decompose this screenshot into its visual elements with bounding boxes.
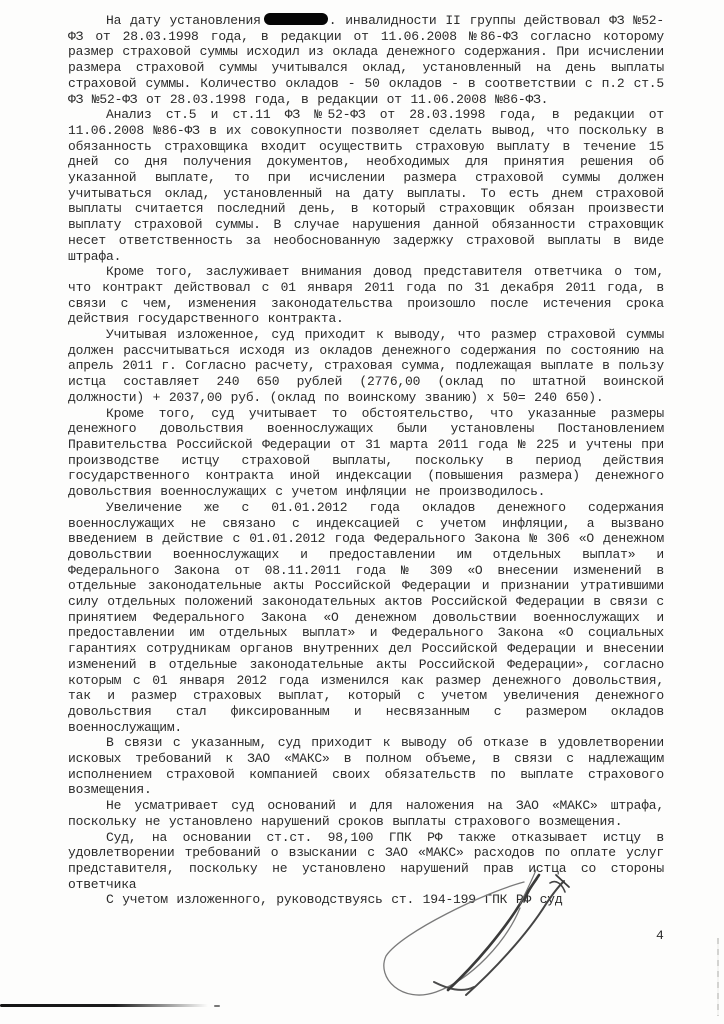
scan-artifact-right-edge — [717, 938, 719, 1016]
paragraph: Учитывая изложенное, суд приходит к выводу, что размер страховой суммы должен рассчитываться исходя из окладов денежного содержания по состоянию на апрель 2011 г. Согласно расчету, страховая сумма, подлежащая выплате в пользу истца составляет 240 650 рублей (2776,00 (оклад по штатной воинской должности) + 2037,00 руб. (оклад по воинскому званию) х 50= 240 650). — [68, 327, 664, 405]
body-text — [68, 13, 664, 908]
paragraph: Увеличение же с 01.01.2012 года окладов денежного содержания военнослужащих не связано с индексацией с учетом инфляции, а вызвано введением в действие с 01.01.2012 года Федерального Закона № 306 «О денежном довольствии военнослужащих и предоставлении им отдельных выплат» и Федерального Закона от 08.11.2011 года № 309 «О внесении изменений в отдельные законодательные акты Российской Федерации и признании утратившими силу отдельных положений законодательных актов Российской Федерации в связи с принятием Федерального Закона «О денежном довольствии военнослужащих и предоставлении им отдельных выплат» и Федерального Закона «О социальных гарантиях сотрудникам органов внутренних дел Российской Федерации и внесении изменений в отдельные законодательные акты Российской Федерации», согласно которым с 01 января 2012 года изменился как размер денежного довольствия, так и размер страховых выплат, который с учетом увеличения денежного довольствия стал фиксированным и несвязанным с размером окладов военнослужащим. — [68, 499, 664, 735]
paragraph: В связи с указанным, суд приходит к выводу об отказе в удовлетворении исковых требований к ЗАО «МАКС» в полном объеме, в связи с надлежащим исполнением страховой компанией своих обязательств по выплате страхового возмещения. — [68, 735, 664, 798]
scan-artifact-line — [0, 1004, 208, 1007]
redaction-bar — [264, 13, 328, 25]
paragraph — [68, 13, 664, 107]
paragraph: Кроме того, суд учитывает то обстоятельство, что указанные размеры денежного довольствия военнослужащих были установлены Постановлением Правительства Российской Федерации от 31 марта 2011 года № 225 и учтены при производстве истцу страховой выплаты, поскольку в период действия государственного контракта иной индексации (повышения размера) денежного довольствия военнослужащих с учетом инфляции не производилось. — [68, 405, 664, 500]
paragraph: Не усматривает суд оснований и для наложения на ЗАО «МАКС» штрафа, поскольку не установлено нарушений сроков выплаты страхового возмещения. — [68, 798, 664, 829]
scan-artifact-dot — [214, 1005, 220, 1007]
paragraph-text: На дату установления — [106, 13, 261, 28]
paragraph: С учетом изложенного, руководствуясь ст. 194-199 ГПК РФ суд — [106, 892, 563, 908]
paragraph-text: . инвалидности II группы действовал ФЗ №52-ФЗ от 28.03.1998 года, в редакции от 11.06.2008 №86-ФЗ согласно которому размер страховой суммы исходил из оклада денежного содержания. При исчислении размера страховой суммы учитывался оклад, установленный на день выплаты страховой суммы. Количество окладов - 50 окладов - в соответствии с п.2 ст.5 ФЗ №52-ФЗ от 28.03.1998 года, в редакции от 11.06.2008 №86-ФЗ. — [68, 13, 664, 107]
paragraph: Кроме того, заслуживает внимания довод представителя ответчика о том, что контракт действовал с 01 января 2011 года по 31 декабря 2011 года, в связи с чем, изменения законодательства произошло после истечения срока действия государственного контракта. — [68, 264, 664, 327]
paragraph: Анализ ст.5 и ст.11 ФЗ №52-ФЗ от 28.03.1998 года, в редакции от 11.06.2008 №86-ФЗ в их совокупности позволяет сделать вывод, что поскольку в обязанность страховщика входит осуществить страховую выплату в течение 15 дней со дня получения документов, необходимых для принятия решения об указанной выплате, то при исчислении размера страховой суммы должен учитываться оклад, установленный на дату выплаты. То есть днем страховой выплаты считается последний день, в который страховщик обязан произвести выплату страховой суммы. В случае нарушения данной обязанности страховщик несет ответственность за необоснованную задержку страховой выплаты в виде штрафа. — [68, 107, 664, 264]
page-number: 4 — [656, 928, 664, 943]
paragraph: Суд, на основании ст.ст. 98,100 ГПК РФ также отказывает истцу в удовлетворении требований о взыскании с ЗАО «МАКС» расходов по оплате услуг представителя, поскольку не установлено нарушений прав истца со стороны ответчика — [68, 829, 664, 892]
